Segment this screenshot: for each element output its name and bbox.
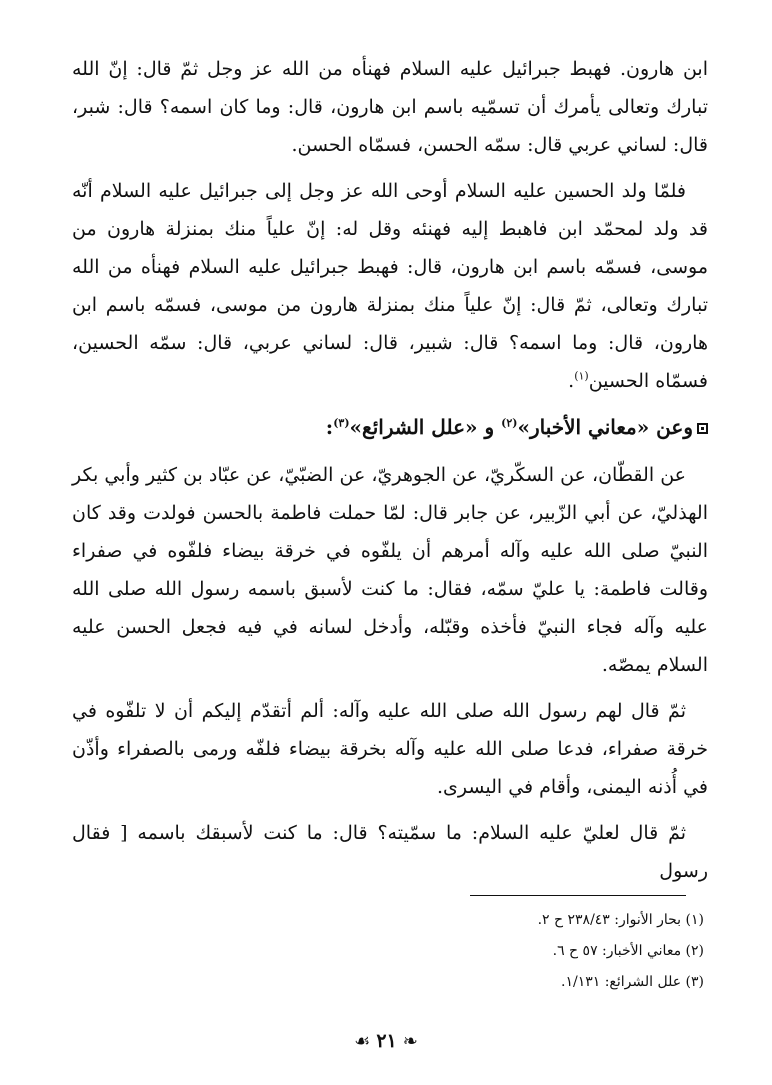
paragraph-3: عن القطّان، عن السكّريّ، عن الجوهريّ، عن الضبّيّ، عن عبّاد بن كثير وأبي بكر الهذليّ، عن أبي الزّبير، عن جابر قال: لمّا حملت فاطمة بالحسن فولدت وقد كان النبيّ صلى الله عليه وآله أمرهم أن يلفّوه في خرقة بيضاء فلفّوه في صفراء وقالت فاطمة: يا عليّ سمّه، فقال: ما كنت لأسبق باسمه رسول الله صلى الله عليه وآله فجاء النبيّ فأخذه وقبّله، وأدخل لسانه في فيه فجعل الحسن عليه السلام يمصّه. <box>72 464 708 676</box>
footnote-2: (٢) معاني الأخبار: ٥٧ ح ٦. <box>552 943 704 959</box>
page-number: ٢١ <box>376 1030 397 1052</box>
ornament-left-icon: ☙ <box>354 1031 371 1052</box>
footnote-ref-1: (١) <box>574 369 589 383</box>
section-heading <box>72 408 708 446</box>
footnote-divider <box>470 895 686 896</box>
page-number-area <box>0 1030 772 1052</box>
square-bullet-icon <box>697 423 708 434</box>
main-text <box>72 50 708 898</box>
paragraph-2-text: فلمّا ولد الحسين عليه السلام أوحى الله عز وجل إلى جبرائيل عليه السلام أنّه قد ولد لمحمّد ابن فاهبط إليه فهنئه وقل له: إنّ علياً منك بمنزلة هارون من موسى، فسمّه باسم ابن هارون، قال: فهبط جبرائيل عليه السلام فهنأه من الله تبارك وتعالى، ثمّ قال: إنّ علياً منك بمنزلة هارون من موسى، فسمّه باسم ابن هارون، قال: وما اسمه؟ قال: شبير، قال: لساني عربي، قال: سمّه الحسين، فسمّاه الحسين <box>72 180 708 392</box>
footnote-ref-2: (٢) <box>501 416 518 430</box>
heading-middle: و «علل الشرائع» <box>349 415 502 439</box>
footnotes <box>300 905 704 998</box>
heading-prefix: وعن «معاني الأخبار» <box>517 415 693 439</box>
paragraph-5: ثمّ قال لعليّ عليه السلام: ما سمّيته؟ قال: ما كنت لأسبقك باسمه [ فقال رسول <box>72 822 708 882</box>
paragraph-4: ثمّ قال لهم رسول الله صلى الله عليه وآله: ألم أتقدّم إليكم أن لا تلفّوه في خرقة صفراء، فدعا صلى الله عليه وآله بخرقة بيضاء فلفّه ورمى بالصفراء وأذّن في أُذنه اليمنى، وأقام في اليسرى. <box>72 700 708 798</box>
footnote-1: (١) بحار الأنوار: ٢٣٨/٤٣ ح ٢. <box>537 912 704 928</box>
footnote-3: (٣) علل الشرائع: ١/١٣١. <box>561 974 704 990</box>
ornament-right-icon: ❧ <box>402 1031 418 1052</box>
paragraph-2: فلمّا ولد الحسين عليه السلام أوحى الله عز وجل إلى جبرائيل عليه السلام أنّه قد ولد لمحمّد ابن فاهبط إليه فهنئه وقل له: إنّ علياً منك بمنزلة هارون من موسى، فسمّه باسم ابن هارون، قال: فهبط جبرائيل عليه السلام فهنأه من الله تبارك وتعالى، ثمّ قال: إنّ علياً منك بمنزلة هارون من موسى، فسمّه باسم ابن هارون، قال: وما اسمه؟ قال: شبير، قال: لساني عربي، قال: سمّه الحسين، فسمّاه الحسين$^{(١)}$. <box>72 180 708 392</box>
heading-suffix: : <box>325 415 334 439</box>
paragraph-1: ابن هارون. فهبط جبرائيل عليه السلام فهنأه من الله عز وجل ثمّ قال: إنّ الله تبارك وتعالى يأمرك أن تسمّيه باسم ابن هارون، قال: وما كان اسمه؟ قال: شبر، قال: لساني عربي قال: سمّه الحسن، فسمّاه الحسن. <box>72 58 708 156</box>
footnote-ref-3: (٣) <box>333 416 350 430</box>
